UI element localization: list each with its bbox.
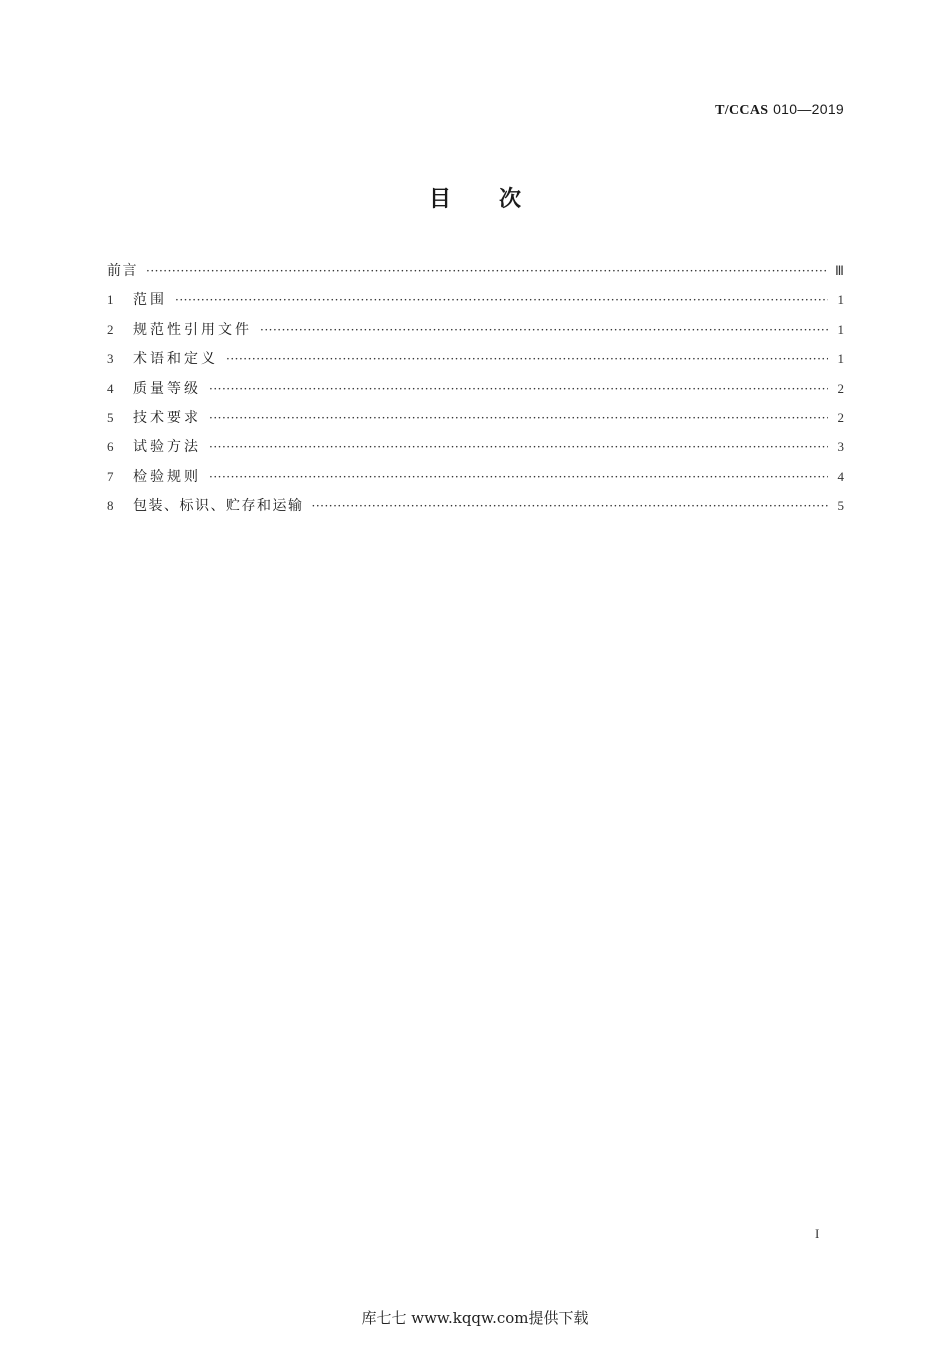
toc-item-page: 4 — [837, 468, 844, 484]
toc-item-number: 8 — [107, 498, 114, 514]
toc-item-label: 试验方法 — [133, 439, 201, 456]
toc-item-label: 范围 — [133, 292, 167, 309]
toc-item-page: 3 — [837, 439, 844, 455]
toc-item-number: 7 — [107, 468, 114, 484]
toc-item-inspection-rules[interactable] — [107, 466, 844, 495]
watermark-text: 库七七 www.kqqw.com提供下载 — [361, 1309, 589, 1327]
toc-item-page: 1 — [837, 351, 844, 367]
toc-item-label: 规范性引用文件 — [133, 321, 252, 338]
toc-leader-dots — [226, 352, 828, 366]
toc-item-technical-requirements[interactable] — [107, 407, 844, 436]
page-title: 目次 — [428, 187, 569, 212]
toc-leader-dots — [146, 264, 828, 278]
standard-prefix: T/CCAS — [715, 103, 769, 118]
toc-item-terms-definitions[interactable] — [107, 348, 844, 377]
toc-item-number: 4 — [107, 380, 114, 396]
toc-leader-dots — [209, 382, 828, 396]
toc-item-label: 质量等级 — [133, 380, 201, 397]
page-number: I — [815, 1226, 820, 1241]
toc-item-number: 5 — [107, 409, 114, 425]
toc-item-page: 1 — [837, 321, 844, 337]
table-of-contents — [107, 260, 844, 525]
toc-item-number: 2 — [107, 321, 114, 337]
toc-item-page: 1 — [837, 292, 844, 308]
toc-item-normative-references[interactable] — [107, 319, 844, 348]
toc-item-page: 2 — [837, 380, 844, 396]
toc-item-number: 1 — [107, 292, 114, 308]
toc-item-label: 术语和定义 — [133, 351, 218, 368]
toc-item-label: 前言 — [107, 263, 138, 279]
standard-code — [715, 101, 844, 119]
toc-item-number: 6 — [107, 439, 114, 455]
toc-item-number: 3 — [107, 351, 114, 367]
toc-item-test-methods[interactable] — [107, 436, 844, 465]
toc-leader-dots — [175, 293, 828, 307]
toc-leader-dots — [312, 499, 829, 513]
toc-item-foreword[interactable] — [107, 260, 844, 289]
toc-item-page: 2 — [837, 409, 844, 425]
toc-item-label: 检验规则 — [133, 468, 201, 485]
toc-item-label: 包装、标识、贮存和运输 — [133, 498, 304, 515]
toc-item-packaging[interactable] — [107, 495, 844, 524]
toc-item-label: 技术要求 — [133, 409, 201, 426]
toc-leader-dots — [209, 411, 828, 425]
toc-item-page: 5 — [837, 498, 844, 514]
standard-number: 010—2019 — [773, 101, 844, 117]
toc-leader-dots — [260, 323, 828, 337]
toc-item-quality-grade[interactable] — [107, 378, 844, 407]
toc-item-scope[interactable] — [107, 289, 844, 318]
toc-leader-dots — [209, 470, 828, 484]
toc-leader-dots — [209, 440, 828, 454]
toc-item-page: Ⅲ — [835, 263, 844, 278]
